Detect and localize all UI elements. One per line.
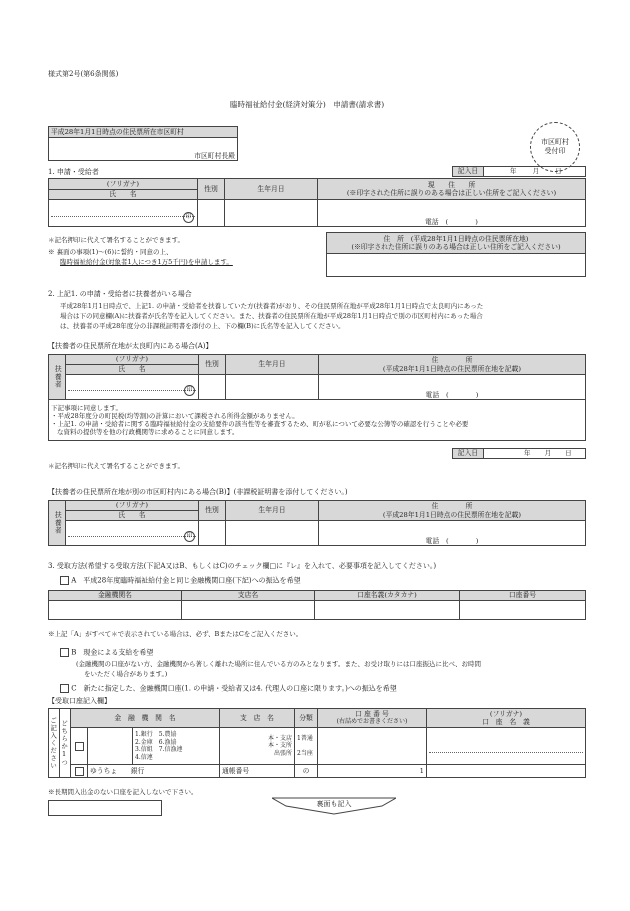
section2-para1: 平成28年1月1日時点で、上記1. の申請・受給者を扶養していた方(扶養者)がおり、その住民票所在地が平成28年1月1日時点で太良町内にあった [60, 302, 484, 310]
option-a-checkbox[interactable] [60, 576, 69, 585]
option-a[interactable]: A 平成28年度臨時福祉給付金と同じ金融機関口座(下記)への振込を希望 [60, 576, 301, 585]
account-holder-field[interactable] [427, 728, 586, 765]
yucho-holder-field[interactable] [427, 765, 586, 778]
side-label: ご記入ください [49, 716, 58, 770]
section3-heading: 3. 受取方法(希望する受取方法(下記A又はB、もしくはC)のチェック欄□に『レ』を入れて、必要事項を記入してください。) [48, 562, 437, 570]
address-field[interactable]: 電話 ( ) [318, 200, 586, 227]
supporter-a-date-box: 記入日 年 月 日 [452, 448, 586, 459]
supporter-a-address-field[interactable]: 電話 ( ) [319, 375, 586, 400]
resident-municipality-box [48, 126, 238, 161]
supporter-a-table: 扶養者 (フリガナ) 性別 生年月日 住 所 (平成28年1月1日時点の住民票所在地を記載) 氏 名 印 電話 ( ) 下記事項に同意します。 ・平成28年度分の町民税(均等割)の計算において課税される所得金額がありません。 ・上記1. の申請・受給者に関する臨時福祉給付金の支給要件の該当性等を審査するため、町が私について必要な公簿等の確認を行うことや必要 な資料の提供等を他の行政機関等に求めることに同意します。 [48, 354, 586, 441]
option-c[interactable]: C 新たに指定した、金融機関口座(1. の申請・受給者又は4. 代理人の口座に限ります。)への振込を希望 [60, 684, 397, 693]
receive-account-table: ご記入ください どちらか1つ 金 融 機 関 名 支 店 名 分類 口 座 番 号 (右詰めでお書きください) (フリガナ) 口 座 名 義 1.銀行 2.金庫 3.信組 4.信連 5.農協 6.漁協 7.信漁連 本・支店 本・支所 出張所 1普通 2当座 ゆうちょ 銀行 通帳番号 の 1 [48, 708, 586, 778]
bank-name-field[interactable] [88, 728, 133, 765]
seal-icon: 印 [183, 212, 194, 223]
supporter-b-table: 扶養者 (フリガナ) 性別 生年月日 住 所 (平成28年1月1日時点の住民票所在地を記載) 氏 名 印 電話 ( ) [48, 500, 586, 546]
no-label: の [295, 765, 318, 778]
resident-label: 平成28年1月1日時点の住民票所在市区町村 [49, 127, 238, 138]
option-a-holder-field[interactable] [315, 601, 460, 620]
gender-label: 性別 [198, 179, 225, 200]
long-term-note: ※長期間入出金のない口座を記入しないで下さい。 [48, 788, 198, 796]
furigana-label: (フリガナ) [49, 179, 198, 190]
supporter-b-address-field[interactable]: 電話 ( ) [319, 521, 586, 546]
mayor-label: 市区町村長殿 [49, 138, 238, 161]
supporter-a-gender-field[interactable] [199, 375, 226, 400]
note-a: ※上記「A」がすべて＊で表示されている場合は、必ず、BまたはCをご記入ください。 [48, 630, 303, 638]
birth-label: 生年月日 [225, 179, 318, 200]
entry-date-label: 記入日 [453, 167, 484, 177]
account-number-field[interactable] [318, 728, 427, 765]
supporter-a-address-header: 住 所 (平成28年1月1日時点の住民票所在地を記載) [319, 355, 586, 375]
section2a-heading: 【扶養者の住民票所在地が太良町内にある場合(A)】 [48, 342, 213, 350]
name-label: 氏 名 [49, 189, 198, 200]
address2-table [326, 232, 586, 277]
supporter-b-address-header: 住 所 (平成28年1月1日時点の住民票所在地を記載) [319, 501, 586, 521]
option-a-branch-field[interactable] [182, 601, 315, 620]
note-b2: をいただく場合があります。) [84, 670, 168, 678]
option-a-bank-field[interactable] [49, 601, 182, 620]
bank-checkbox[interactable] [75, 742, 84, 751]
section2-heading: 2. 上記1. の申請・受給者に扶養者がいる場合 [48, 290, 192, 298]
section2-para3: は、扶養者の平成28年度分の非課税証明書を添付の上、下の欄(B)に氏名等を記入してください。 [60, 322, 345, 330]
form-number: 様式第2号(第6条関係) [48, 70, 119, 78]
section1-heading: 1. 申請・受給者 [48, 168, 99, 176]
form-title: 臨時福祉給付金(経済対策分) 申請書(請求書) [230, 100, 385, 109]
sign-note-a: ＊記名押印に代えて署名することができます。 [48, 462, 184, 470]
note-b1: (金融機関の口座がない方、金融機関から著しく離れた場所に住んでいる方のみとなります。また、お受け取りには口座振込に比べ、お時間 [76, 660, 482, 668]
consent-box: 下記事項に同意します。 ・平成28年度分の町民税(均等割)の計算において課税される所得金額がありません。 ・上記1. の申請・受給者に関する臨時福祉給付金の支給要件の該当性等を審査するため、町が私について必要な公簿等の確認を行うことや必要 な資料の提供等を他の行政機関等に求めることに同意します。 [49, 400, 586, 441]
entry-date-field[interactable]: 年 月 日 [484, 167, 586, 177]
back-side-arrow [272, 796, 396, 816]
applicant-table [48, 178, 586, 227]
option-a-table: 金融機関名 支店名 口座名義(カタカナ) 口座番号 [48, 590, 586, 620]
address2-field[interactable] [327, 254, 586, 277]
branch-field[interactable]: 本・支店 本・支所 出張所 [220, 728, 295, 765]
seal-icon: 印 [184, 385, 195, 396]
section2b-heading: 【扶養者の住民票所在地が別の市区町村内にある場合(B)】(非課税証明書を添付してください。) [48, 488, 348, 496]
supporter-a-birth-field[interactable] [226, 375, 319, 400]
side-label-2: どちらか1つ [60, 719, 69, 767]
option-a-acctno-field[interactable] [460, 601, 586, 620]
pledge-note-2: 臨時福祉給付金(対象者1人につき1万5千円)を申請します。 [60, 258, 233, 266]
note-box [48, 800, 162, 816]
supporter-a-name-field[interactable] [66, 375, 199, 400]
birth-field[interactable] [225, 200, 318, 227]
section2-para2: 場合は下の同意欄(A)に扶養者が氏名等を記入してください。また、扶養者の住民票所在地が平成28年1月1日時点で別の市区町村内にあった場合 [60, 312, 483, 320]
gender-field[interactable] [198, 200, 225, 227]
bank-type-list: 1.銀行 2.金庫 3.信組 4.信連 5.農協 6.漁協 7.信漁連 [133, 728, 220, 765]
option-b-checkbox[interactable] [60, 648, 69, 657]
entry-date-box [452, 166, 586, 177]
address2-header: 住 所 (平成28年1月1日時点の住民票所在地) (※印字された住所に誤りのある場合は正しい住所をご記入ください) [327, 233, 586, 254]
name-field[interactable] [49, 200, 198, 227]
receive-heading: 【受取口座記入欄】 [48, 697, 111, 705]
pledge-note-1: ※ 裏面の事項(1)〜(6)に誓約・同意の上、 [48, 248, 173, 256]
supporter-b-name-field[interactable] [66, 521, 199, 546]
sign-note: ＊記名押印に代えて署名することができます。 [48, 236, 184, 244]
yucho-checkbox[interactable] [75, 767, 84, 776]
option-b[interactable]: B 現金による支給を希望 [60, 648, 153, 657]
account-type[interactable]: 1普通 2当座 [295, 728, 318, 765]
supporter-a-date-field[interactable]: 年 月 日 [484, 449, 586, 459]
seal-icon: 印 [184, 531, 195, 542]
back-side-label: 裏面も記入 [316, 800, 352, 808]
passbook-label: 通帳番号 [220, 765, 295, 778]
address-header: 現 住 所 (※印字された住所に誤りのある場合は正しい住所をご記入ください) [318, 179, 586, 200]
yucho-label: ゆうちょ 銀行 [88, 765, 220, 778]
supporter-b-birth-field[interactable] [226, 521, 319, 546]
supporter-b-gender-field[interactable] [199, 521, 226, 546]
passbook-number-field[interactable]: 1 [318, 765, 427, 778]
supporter-label: 扶養者 [49, 355, 66, 400]
option-c-checkbox[interactable] [60, 684, 69, 693]
reception-stamp: 市区町村 受付印 [530, 122, 580, 172]
